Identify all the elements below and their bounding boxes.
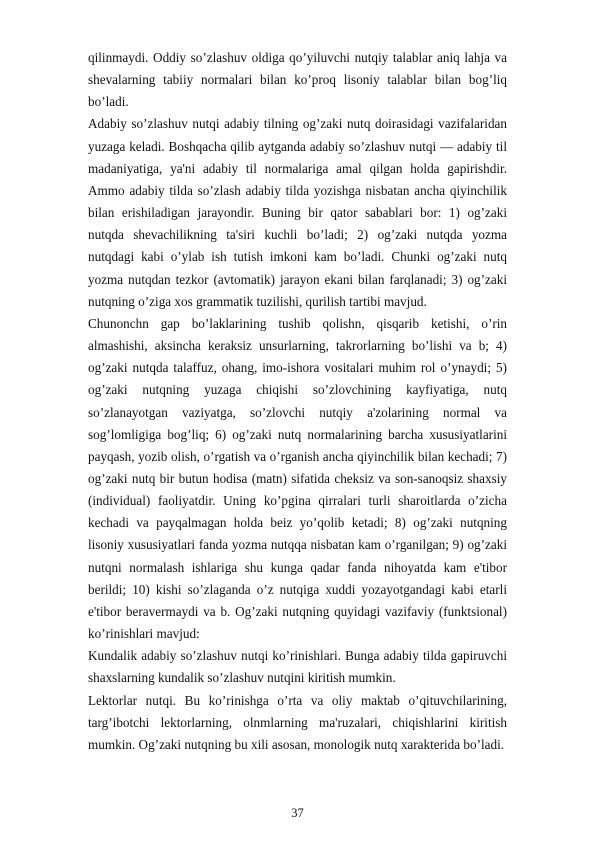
paragraph-kundalik: Kundalik adabiy so’zlashuv nutqi ko’rinishlari. Bunga adabiy tilda gapiruvchi shaxslarning kundalik so’zlashuv nutqini kiritish mumkin. <box>88 648 507 686</box>
paragraph-lektorlar: Lektorlar nutqi. Bu ko’rinishga o’rta va oliy maktab o’qituvchilarining, targ’ibotchi lektorlarning, olnmlarning ma'ruzalari, chiqishlarini kiritish mumkin. Og’zaki nutqning bu xili asosan, monologik nutq xarakterida bo’ladi. <box>88 692 507 752</box>
paragraph-chunonchn: Chunonchn gap bo’laklarining tushib qolishn, qisqarib ketishi, o’rin almashishi, aksincha keraksiz unsurlarning, takrorlarning bo’lishi va b; 4) og’zaki nutqda talaffuz, ohang, imo-ishora vositalari muhim rol o’ynaydi; 5) og’zaki nutqning yuzaga chiqishi so’zlovchining kayfiyatiga, nutq so’zlanayotgan vaziyatga, so’zlovchi nutqiy a'zolarining normal va sog’lomligiga bog’liq; 6) og’zaki nutq normalarining barcha xususiyatlarini payqash, yozib olish, o’rgatish va o’rganish ancha qiyinchilik bilan kechadi; 7) og’zaki nutq bir butun hodisa (matn) sifatida cheksiz va son-sanoqsiz shaxsiy (individual) faoliyatdir. Uning ko’pgina qirralari turli sharoitlarda o’zicha kechadi va payqalmagan holda beiz yo’qolib ketadi; 8) og’zaki nutqning lisoniy xususiyatlari fanda yozma nutqqa nisbatan kam o’rganilgan; 9) og’zaki nutqni normalash ishlariga shu kunga qadar fanda nihoyatda kam e'tibor berildi; 10) kishi so’zlaganda o’z nutqiga xuddi yozayotgandagi kabi etarli e'tibor beravermaydi va b. Og’zaki nutqning quyidagi vazifaviy (funktsional) ko’rinishlari mavjud: <box>88 315 507 642</box>
page-number: 37 <box>291 806 304 820</box>
paragraph-adabiy-sozlashuv: Adabiy so’zlashuv nutqi adabiy tilning og’zaki nutq doirasidagi vazifalaridan yuzaga keladi. Boshqacha qilib aytganda adabiy so’zlashuv nutqi — adabiy til madaniyatiga, ya'ni adabiy til normalariga amal qilgan holda gapirishdir. Ammo adabiy tilda so’zlash adabiy tilda yozishga nisbatan ancha qiyinchilik bilan erishiladigan jarayondir. Buning bir qator sabablari bor: 1) og’zaki nutqda shevachilikning ta'siri kuchli bo’ladi; 2) og’zaki nutqda yozma nutqdagi kabi o’ylab ish tutish imkoni kam bo’ladi. Chunki og’zaki nutq yozma nutqdan tezkor (avtomatik) jarayon ekani bilan farqlanadi; 3) og’zaki nutqning o’ziga xos grammatik tuzilishi, qurilish tartibi mavjud. <box>88 116 507 309</box>
body-text <box>88 47 507 756</box>
paragraph-continuation: qilinmaydi. Oddiy so’zlashuv oldiga qo’yiluvchi nutqiy talablar aniq lahja va shevalarning tabiiy normalari bilan ko’proq lisoniy talablar bilan bog’liq bo’ladi. <box>88 50 507 110</box>
